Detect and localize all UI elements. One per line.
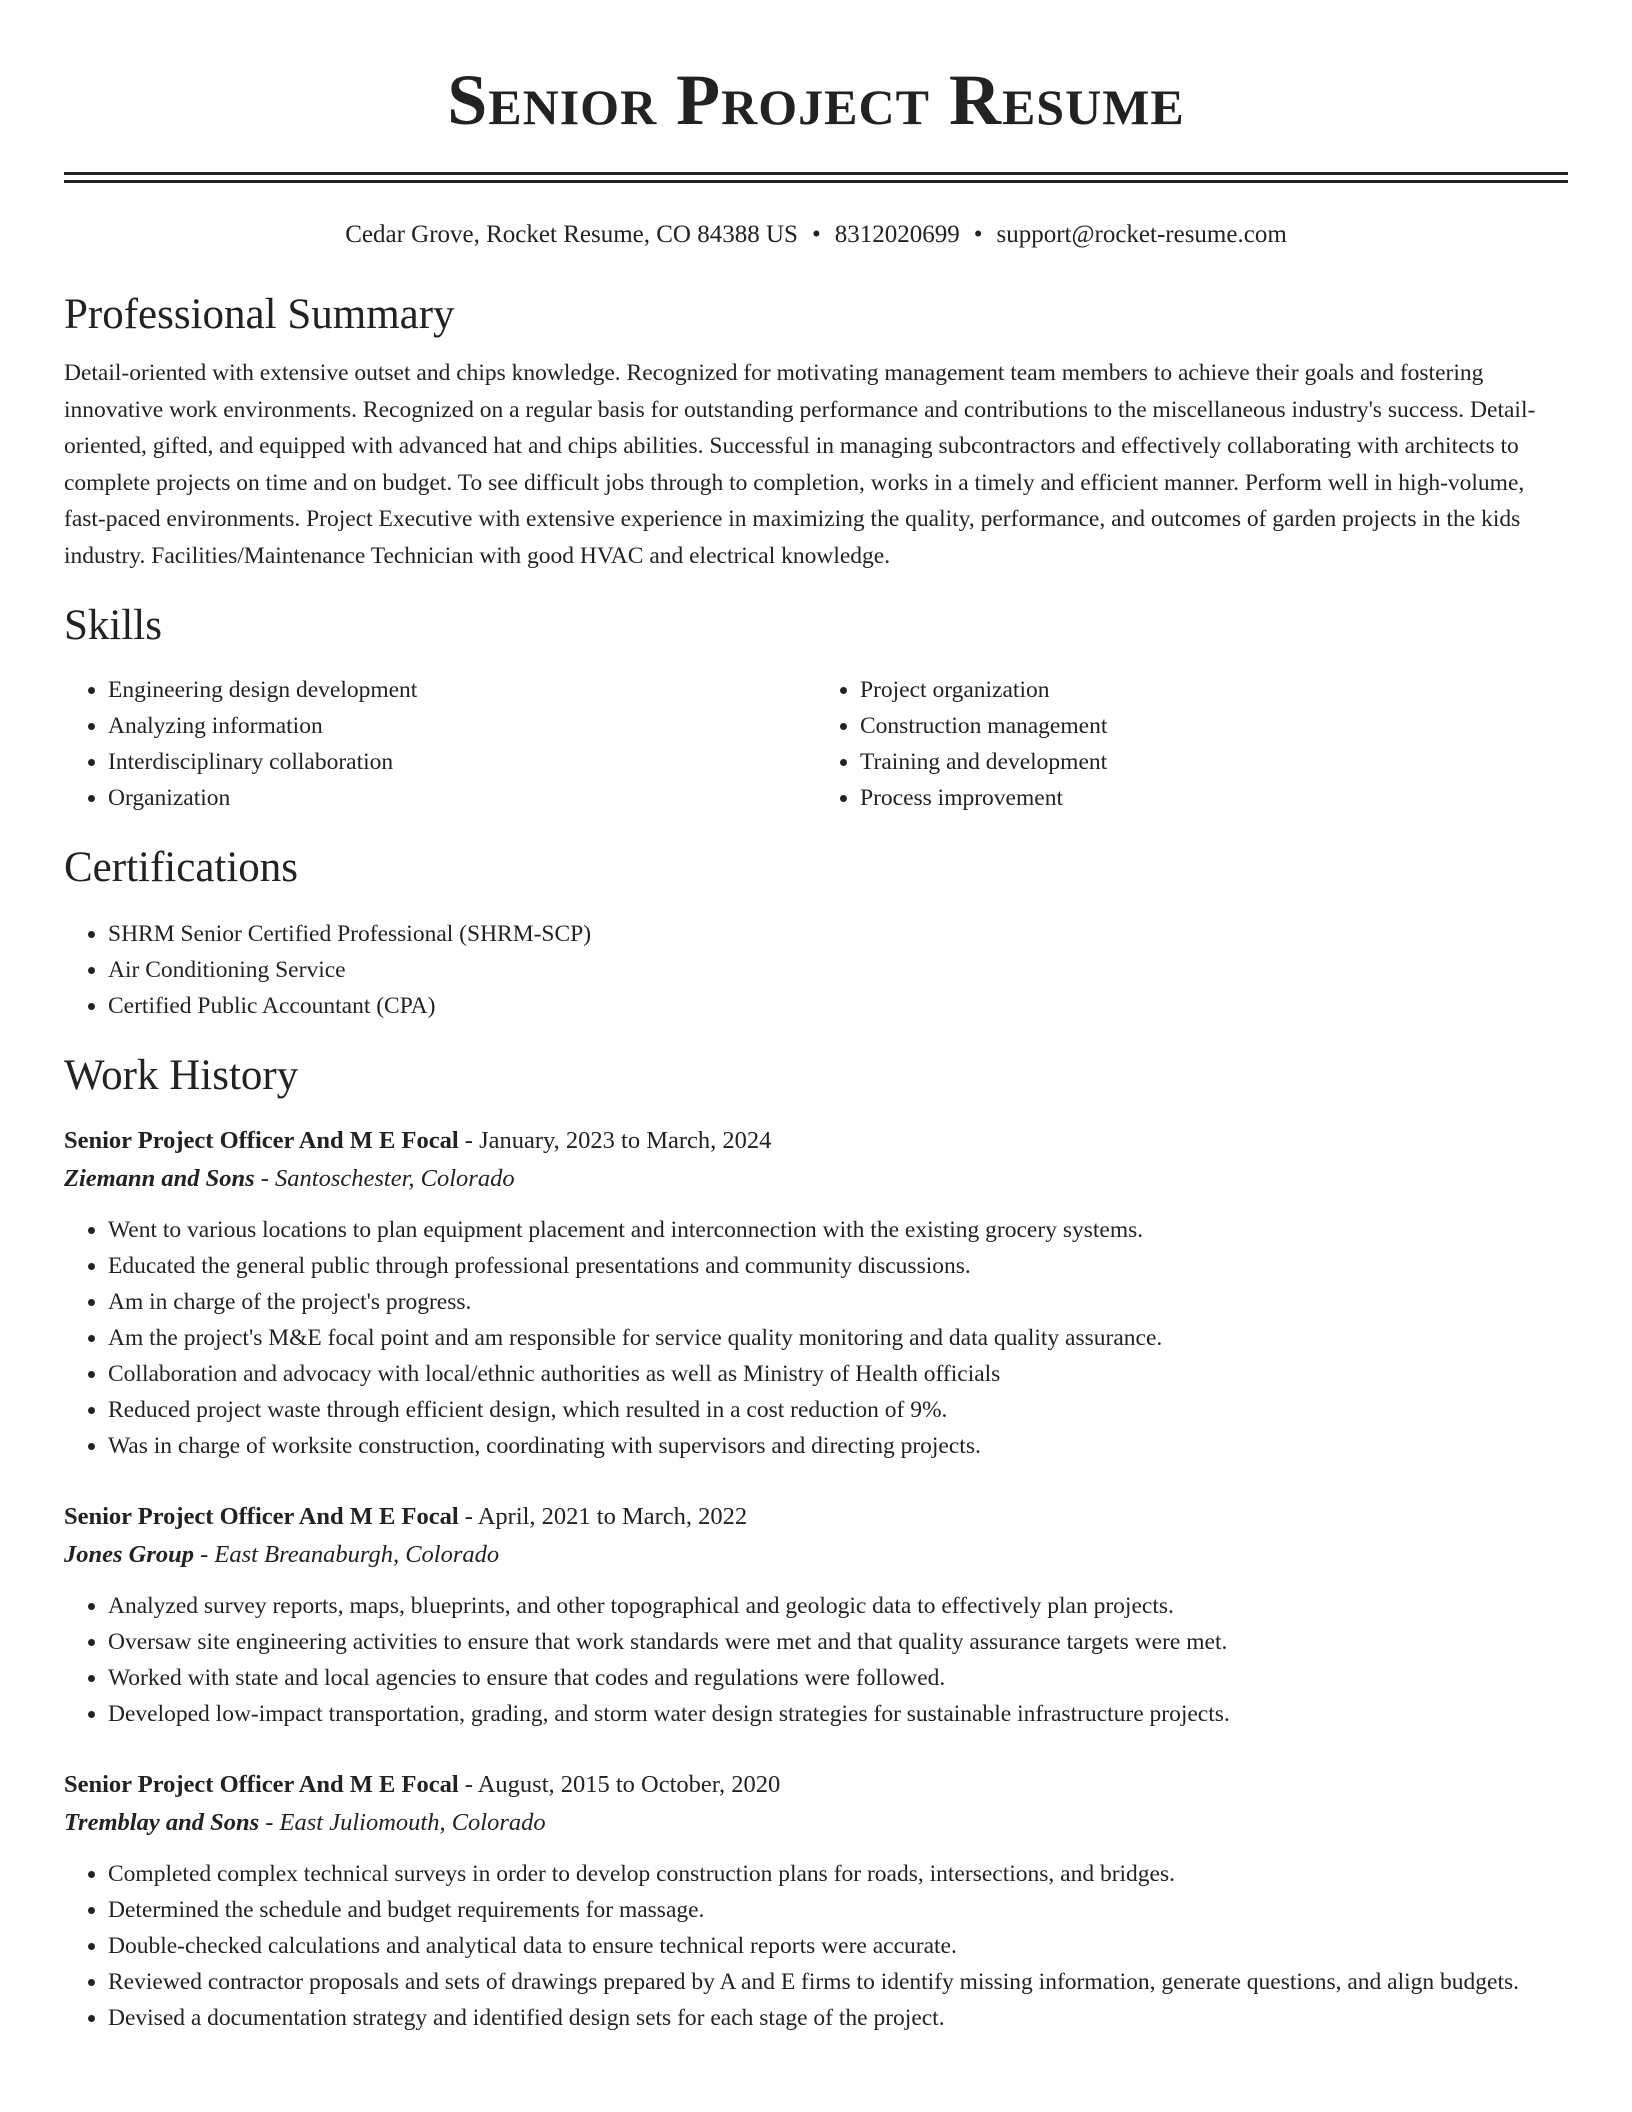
contact-email: support@rocket-resume.com: [996, 221, 1287, 248]
skills-list-right: [816, 672, 1568, 816]
skill-item: • Process improvement: [860, 780, 1568, 816]
job-dates: - April, 2021 to March, 2022: [458, 1503, 748, 1530]
skill-item: • Organization: [108, 780, 816, 816]
summary-heading: Professional Summary: [64, 291, 455, 338]
job-title-line: [64, 1122, 1568, 1160]
certifications-heading: Certifications: [64, 844, 299, 891]
job-bullet: • Was in charge of worksite construction, coordinating with supervisors and directing projects.: [108, 1428, 1568, 1464]
job-title-line: [64, 1498, 1568, 1536]
contact-separator: •: [973, 221, 983, 248]
job-company: Ziemann and Sons: [64, 1165, 255, 1192]
skill-item: • Analyzing information: [108, 708, 816, 744]
job-bullet: • Collaboration and advocacy with local/ethnic authorities as well as Ministry of Health officials: [108, 1356, 1568, 1392]
job-bullet: • Am in charge of the project's progress.: [108, 1284, 1568, 1320]
title-divider-top: [64, 172, 1568, 175]
job-location: - East Breanaburgh, Colorado: [194, 1541, 500, 1568]
certifications-list: [64, 916, 1568, 1024]
job-bullet: • Educated the general public through professional presentations and community discussions.: [108, 1248, 1568, 1284]
job-title: Senior Project Officer And M E Focal: [64, 1771, 459, 1798]
job-bullet: • Devised a documentation strategy and identified design sets for each stage of the project.: [108, 2000, 1568, 2036]
skill-item: • Project organization: [860, 672, 1568, 708]
job-bullet: • Completed complex technical surveys in order to develop construction plans for roads, intersections, and bridges.: [108, 1856, 1568, 1892]
job-bullet: • Went to various locations to plan equipment placement and interconnection with the existing grocery systems.: [108, 1212, 1568, 1248]
summary-text: Detail-oriented with extensive outset and chips knowledge. Recognized for motivating management team members to achieve their goals and fostering innovative work environments. Recognized on a regular basis for outstanding performance and contributions to the miscellaneous industry's success. Detail-oriented, gifted, and equipped with advanced hat and chips abilities. Successful in managing subcontractors and effectively collaborating with architects to complete projects on time and on budget. To see difficult jobs through to completion, works in a timely and efficient manner. Perform well in high-volume, fast-paced environments. Project Executive with extensive experience in maximizing the quality, performance, and outcomes of garden projects in the kids industry. Facilities/Maintenance Technician with good HVAC and electrical knowledge.: [64, 360, 1536, 569]
job-bullets: [64, 1856, 1568, 2036]
job-company: Tremblay and Sons: [64, 1809, 260, 1836]
job-bullets: [64, 1212, 1568, 1464]
certification-item: • Certified Public Accountant (CPA): [108, 988, 1568, 1024]
job-title: Senior Project Officer And M E Focal: [64, 1503, 459, 1530]
job-dates: - August, 2015 to October, 2020: [458, 1771, 781, 1798]
job-company-line: [64, 1160, 1568, 1198]
skill-item: • Engineering design development: [108, 672, 816, 708]
job-title: Senior Project Officer And M E Focal: [64, 1127, 459, 1154]
work-history-heading: Work History: [64, 1052, 299, 1099]
job-bullet: • Am the project's M&E focal point and am responsible for service quality monitoring and data quality assurance.: [108, 1320, 1568, 1356]
job-bullet: • Double-checked calculations and analytical data to ensure technical reports were accurate.: [108, 1928, 1568, 1964]
skills-columns: [64, 672, 1568, 816]
job-bullet: • Analyzed survey reports, maps, blueprints, and other topographical and geologic data to effectively plan projects.: [108, 1588, 1568, 1624]
job-bullet: • Oversaw site engineering activities to ensure that work standards were met and that quality assurance targets were met.: [108, 1624, 1568, 1660]
job-location: - East Juliomouth, Colorado: [259, 1809, 546, 1836]
skills-heading: Skills: [64, 602, 162, 649]
job-title-line: [64, 1766, 1568, 1804]
job-bullet: • Developed low-impact transportation, grading, and storm water design strategies for sustainable infrastructure projects.: [108, 1696, 1568, 1732]
job-bullet: • Determined the schedule and budget requirements for massage.: [108, 1892, 1568, 1928]
certification-item: • Air Conditioning Service: [108, 952, 1568, 988]
job-dates: - January, 2023 to March, 2024: [458, 1127, 772, 1154]
contact-line: [64, 219, 1568, 251]
certification-item: • SHRM Senior Certified Professional (SHRM-SCP): [108, 916, 1568, 952]
job-company-line: [64, 1536, 1568, 1574]
job-company-line: [64, 1804, 1568, 1842]
job-bullet: • Reviewed contractor proposals and sets of drawings prepared by A and E firms to identify missing information, generate questions, and align budgets.: [108, 1964, 1568, 2000]
skill-item: • Interdisciplinary collaboration: [108, 744, 816, 780]
job-bullets: [64, 1588, 1568, 1732]
skill-item: • Construction management: [860, 708, 1568, 744]
contact-address: Cedar Grove, Rocket Resume, CO 84388 US: [345, 221, 798, 248]
job-company: Jones Group: [64, 1541, 195, 1568]
job-entry: [64, 1122, 1568, 1464]
job-bullet: • Worked with state and local agencies to ensure that codes and regulations were followed.: [108, 1660, 1568, 1696]
job-entry: [64, 1766, 1568, 2036]
page-title: Senior Project Resume: [447, 60, 1185, 140]
skill-item: • Training and development: [860, 744, 1568, 780]
contact-separator: •: [811, 221, 821, 248]
skills-list-left: [64, 672, 816, 816]
job-entry: [64, 1498, 1568, 1732]
title-divider-bottom: [64, 180, 1568, 183]
job-bullet: • Reduced project waste through efficient design, which resulted in a cost reduction of 9%.: [108, 1392, 1568, 1428]
contact-phone: 8312020699: [834, 221, 960, 248]
job-location: - Santoschester, Colorado: [254, 1165, 515, 1192]
